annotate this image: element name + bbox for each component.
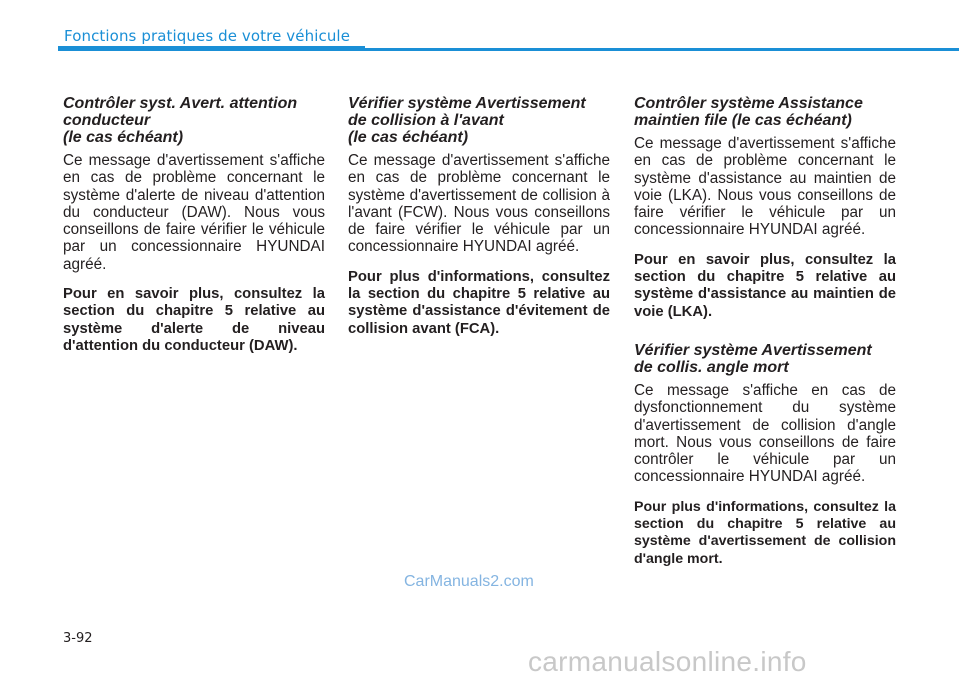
warning-section-blind-spot [634,342,896,568]
section-note: Pour en savoir plus, consultez la section du chapitre 5 relative au système d'assistance au maintien de voie (LKA). [634,251,896,320]
section-note: Pour plus d'informations, consultez la section du chapitre 5 relative au système d'avertissement de collision d'angle mort. [634,498,896,567]
warning-section-lka [634,95,896,321]
text-column-2 [348,95,610,338]
section-heading: Contrôler syst. Avert. attention conducteur (le cas échéant) [63,95,298,146]
section-body: Ce message d'avertissement s'affiche en cas de problème concernant le système d'avertissement de collision à l'avant (FCW). Nous vous conseillons de faire vérifier le véhicule par un concessionnaire HYUNDAI agréé. [348,152,610,256]
section-header-title: Fonctions pratiques de votre véhicule [64,27,351,45]
watermark-carmanualsonline: carmanualsonline.info [528,646,807,677]
header-rule [365,48,959,51]
text-column-3 [634,95,896,568]
page-number: 3-92 [63,631,93,646]
section-heading: Vérifier système Avertissement de collis. angle mort [634,341,872,376]
warning-section-fcw [348,95,610,338]
section-spacer [634,321,896,342]
warning-section-daw [63,95,325,355]
section-body: Ce message s'affiche en cas de dysfonctionnement du système d'avertissement de collision d'angle mort. Nous vous conseillons de faire contrôler le véhicule par un concessionnaire HYUNDAI agréé. [634,381,896,486]
section-note: Pour en savoir plus, consultez la section du chapitre 5 relative au système d'alerte de niveau d'attention du conducteur (DAW). [63,286,325,354]
section-heading: Vérifier système Avertissement de collision à l'avant (le cas échéant) [348,95,586,146]
section-body: Ce message d'avertissement s'affiche en cas de problème concernant le système d'alerte de niveau d'attention du conducteur (DAW). Nous vous conseillons de faire vérifier le véhicule par un concessionnaire HYUNDAI agréé. [63,152,325,273]
section-note: Pour plus d'informations, consultez la section du chapitre 5 relative au système d'assistance d'évitement de collision avant (FCA). [348,268,610,337]
section-body: Ce message d'avertissement s'affiche en cas de problème concernant le système d'assistance au maintien de voie (LKA). Nous vous conseillons de faire vérifier le véhicule par un concessionnaire HYUNDAI agréé. [634,135,896,239]
header-accent-bar [58,46,365,51]
watermark-carmanuals: CarManuals2.com [404,573,534,590]
section-heading: Contrôler système Assistance maintien file (le cas échéant) [634,95,863,129]
text-column-1 [63,95,325,355]
